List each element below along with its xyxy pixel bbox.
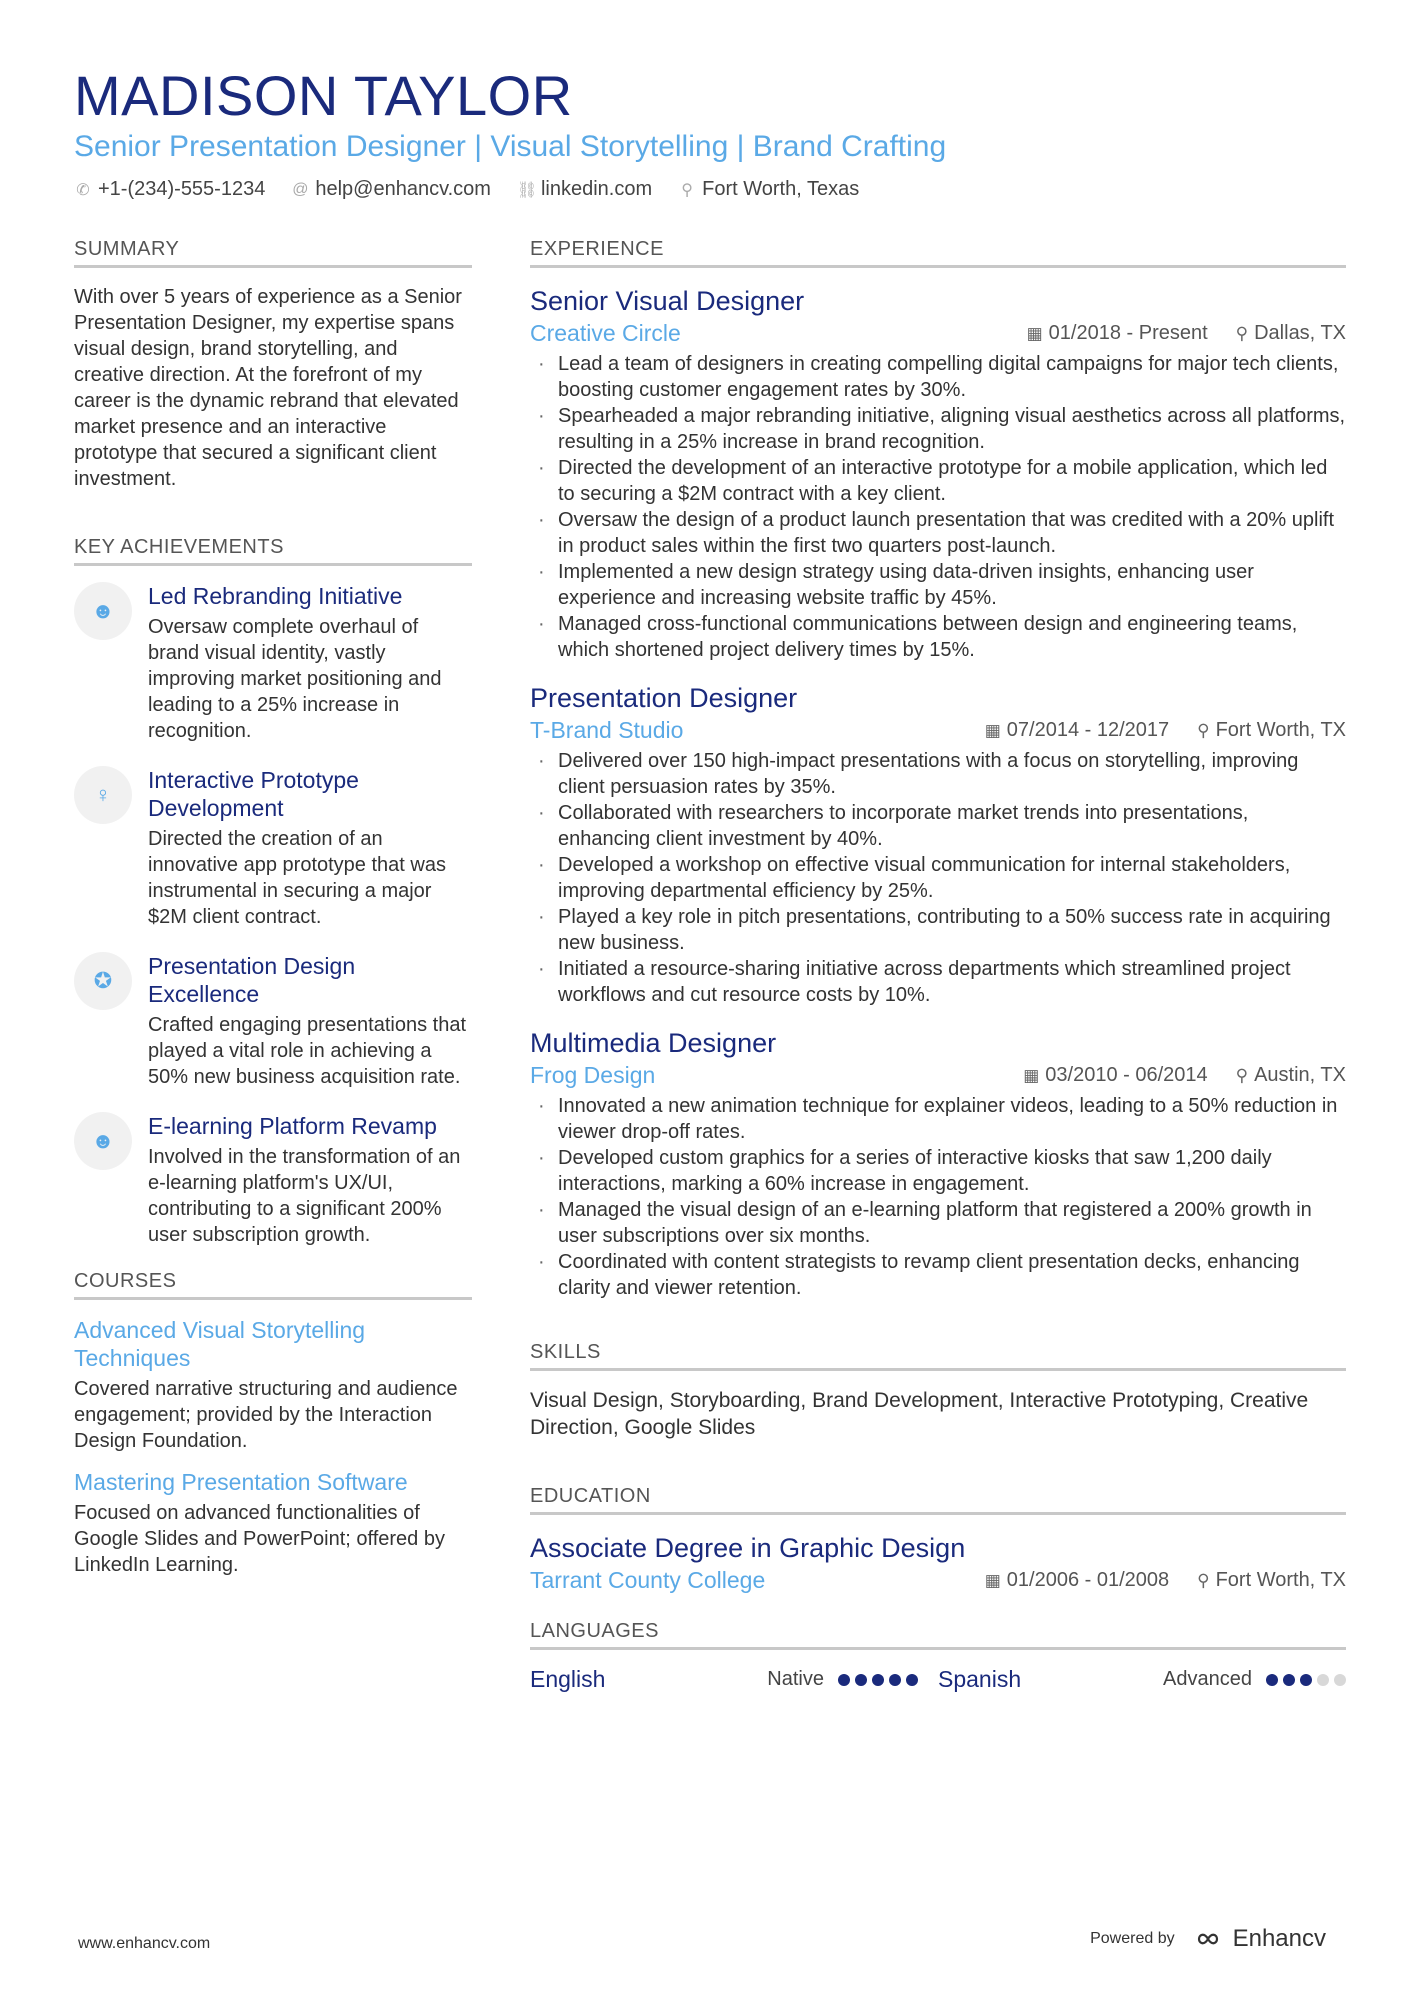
course-title: Advanced Visual Storytelling Techniques [74,1317,366,1371]
contact-phone [74,178,265,201]
rating-dot-filled [889,1674,901,1686]
dates-text: 07/2014 - 12/2017 [1006,719,1170,741]
achievement-desc: Involved in the transformation of an e-learning platform's UX/UI, contributing to a significant 200% user subscription growth. [148,1146,461,1246]
achievement-desc: Crafted engaging presentations that played a vital role in achieving a 50% new business acquisition rate. [148,1014,466,1088]
lightbulb-icon: ♀ [74,766,132,824]
job-location [1197,719,1346,742]
resume-header [74,64,1336,201]
phone-text: +1-(234)-555-1234 [98,178,266,200]
link-icon: ⛓ [516,181,538,199]
job-dates [985,719,1169,742]
languages-row [530,1666,1346,1693]
achievements-section [74,536,472,1248]
dates-text: 01/2018 - Present [1048,322,1208,344]
achievement-item [74,1112,472,1248]
rating-dot-empty [1334,1674,1346,1686]
education-location [1197,1569,1346,1592]
company-name: T-Brand Studio [530,717,684,743]
dates-text: 01/2006 - 01/2008 [1006,1569,1170,1591]
language-rating [1266,1674,1346,1686]
dates-text: 03/2010 - 06/2014 [1045,1064,1208,1086]
email-text[interactable]: help@enhancv.com [315,178,491,200]
infinity-icon [1189,1928,1227,1950]
achievements-heading: KEY ACHIEVEMENTS [74,536,472,566]
achievement-title: E-learning Platform Revamp [148,1113,437,1139]
rating-dot-filled [1266,1674,1278,1686]
achievement-item [74,582,472,744]
school-name: Tarrant County College [530,1567,766,1593]
job-entry [530,284,1346,663]
job-dates [1023,1064,1207,1087]
location-text: Fort Worth, Texas [702,178,860,200]
company-name: Frog Design [530,1062,656,1088]
bullet-item: · Initiated a resource-sharing initiative across departments which streamlined project workflows and cut resource costs by 10%. [530,956,1346,1008]
courses-section [74,1270,472,1578]
location-text: Dallas, TX [1254,322,1346,344]
at-icon: @ [292,180,309,198]
education-section [530,1485,1346,1594]
experience-section [530,238,1346,1301]
bullet-item: · Played a key role in pitch presentations, contributing to a 50% success rate in acquiring new business. [530,904,1346,956]
candidate-title: Senior Presentation Designer | Visual Storytelling | Brand Crafting [74,130,947,163]
languages-section [530,1620,1346,1693]
rating-dot-filled [838,1674,850,1686]
calendar-icon: ▦ [1026,323,1043,343]
bullet-item: · Developed custom graphics for a series of interactive kiosks that saw 1,200 daily interactions, marking a 60% increase in engagement. [530,1145,1346,1197]
job-bullets [530,351,1346,663]
job-dates [1027,322,1208,345]
powered-by-text: Powered by [1090,1930,1175,1947]
courses-heading: COURSES [74,1270,472,1300]
location-pin-icon: ⚲ [1197,720,1210,740]
brand-logo[interactable] [1189,1925,1326,1953]
location-pin-icon: ⚲ [1197,1570,1210,1590]
left-column [74,238,472,1592]
location-pin-icon: ⚲ [1235,323,1249,343]
skills-section [530,1341,1346,1441]
location-text: Fort Worth, TX [1215,719,1346,741]
achievement-desc: Oversaw complete overhaul of brand visual identity, vastly improving market positioning and leading to a 25% increase in recognition. [148,616,442,742]
job-entry [530,1026,1346,1301]
education-dates [985,1569,1169,1592]
bullet-item: · Delivered over 150 high-impact presentations with a focus on storytelling, improving client persuasion rates by 35%. [530,748,1346,800]
job-meta [530,320,1346,347]
summary-section [74,238,472,492]
candidate-name: MADISON TAYLOR [74,64,573,127]
language-item [938,1666,1346,1693]
job-bullets [530,748,1346,1008]
achievement-item [74,952,472,1090]
language-rating [838,1674,918,1686]
location-pin-icon: ⚲ [681,181,693,199]
job-title: Multimedia Designer [530,1028,777,1058]
bullet-item: · Developed a workshop on effective visual communication for internal stakeholders, improving departmental efficiency by 25%. [530,852,1346,904]
bullet-item: · Innovated a new animation technique for explainer videos, leading to a 50% reduction in viewer drop-off rates. [530,1093,1346,1145]
bullet-item: · Oversaw the design of a product launch presentation that was credited with a 20% uplift in product sales within the first two quarters post-launch. [530,507,1346,559]
location-text: Fort Worth, TX [1215,1569,1346,1591]
achievement-desc: Directed the creation of an innovative app prototype that was instrumental in securing a major $2M client contract. [148,828,446,928]
bullet-item: · Collaborated with researchers to incorporate market trends into presentations, enhancing client investment by 40%. [530,800,1346,852]
brand-name: Enhancv [1232,1925,1326,1952]
footer-branding [1090,1925,1326,1953]
course-desc: Focused on advanced functionalities of Google Slides and PowerPoint; offered by LinkedIn Learning. [74,1502,445,1576]
job-meta [530,1062,1346,1089]
rating-dot-filled [1300,1674,1312,1686]
phone-icon: ✆ [76,181,90,199]
language-name: Spanish [938,1666,1022,1692]
job-location [1236,322,1346,345]
job-entry [530,681,1346,1008]
job-title: Presentation Designer [530,683,798,713]
skills-text: Visual Design, Storyboarding, Brand Development, Interactive Prototyping, Creative Direction, Google Slides [530,1389,1309,1439]
location-pin-icon: ⚲ [1235,1065,1249,1085]
language-item [530,1666,938,1693]
contact-row [74,178,1336,201]
location-text: Austin, TX [1254,1064,1346,1086]
footer-url[interactable]: www.enhancv.com [78,1935,211,1952]
education-heading: EDUCATION [530,1485,1346,1515]
bullet-item: · Coordinated with content strategists to revamp client presentation decks, enhancing clarity and viewer retention. [530,1249,1346,1301]
achievement-title: Interactive Prototype Development [148,767,359,821]
bullet-item: · Managed the visual design of an e-learning platform that registered a 200% growth in user subscriptions over six months. [530,1197,1346,1249]
bullet-item: · Managed cross-functional communications between design and engineering teams, which shortened project delivery times by 15%. [530,611,1346,663]
language-level: Native [767,1668,824,1690]
summary-heading: SUMMARY [74,238,472,268]
rating-dot-filled [1283,1674,1295,1686]
company-name: Creative Circle [530,320,681,346]
linkedin-text[interactable]: linkedin.com [540,178,653,200]
rating-dot-filled [872,1674,884,1686]
contact-location [678,178,859,201]
language-name: English [530,1666,606,1692]
language-level: Advanced [1163,1668,1252,1690]
bullet-item: · Lead a team of designers in creating compelling digital campaigns for major tech clients, boosting customer engagement rates by 30%. [530,351,1346,403]
calendar-icon: ▦ [984,1570,1001,1590]
rating-dot-filled [855,1674,867,1686]
bullet-item: · Spearheaded a major rebranding initiative, aligning visual aesthetics across all platforms, resulting in a 25% increase in brand recognition. [530,403,1346,455]
brain-icon: ☻ [74,1112,132,1170]
rating-dot-empty [1317,1674,1329,1686]
bullet-item: · Implemented a new design strategy using data-driven insights, enhancing user experience and increasing website traffic by 45%. [530,559,1346,611]
contact-email[interactable] [291,178,491,201]
bullet-item: · Directed the development of an interactive prototype for a mobile application, which led to securing a $2M contract with a key client. [530,455,1346,507]
rating-dot-filled [906,1674,918,1686]
award-icon: ✪ [74,952,132,1010]
achievement-item [74,766,472,930]
skills-heading: SKILLS [530,1341,1346,1371]
languages-heading: LANGUAGES [530,1620,1346,1650]
education-meta [530,1567,1346,1594]
job-title: Senior Visual Designer [530,286,805,316]
experience-heading: EXPERIENCE [530,238,1346,268]
contact-linkedin[interactable] [517,178,652,201]
degree-title: Associate Degree in Graphic Design [530,1533,966,1563]
job-bullets [530,1093,1346,1301]
job-meta [530,717,1346,744]
course-item [74,1468,472,1578]
calendar-icon: ▦ [984,720,1001,740]
course-desc: Covered narrative structuring and audience engagement; provided by the Interaction Design Foundation. [74,1378,458,1452]
course-title: Mastering Presentation Software [74,1469,408,1495]
brain-icon: ☻ [74,582,132,640]
summary-text: With over 5 years of experience as a Senior Presentation Designer, my expertise spans visual design, brand storytelling, and creative direction. At the forefront of my career is the dynamic rebrand that elevated market presence and an interactive prototype that secured a significant client investment. [74,286,462,490]
job-location [1236,1064,1346,1087]
calendar-icon: ▦ [1023,1065,1040,1085]
right-column [530,238,1346,1693]
achievement-title: Led Rebranding Initiative [148,583,403,609]
achievement-title: Presentation Design Excellence [148,953,356,1007]
course-item [74,1316,472,1454]
